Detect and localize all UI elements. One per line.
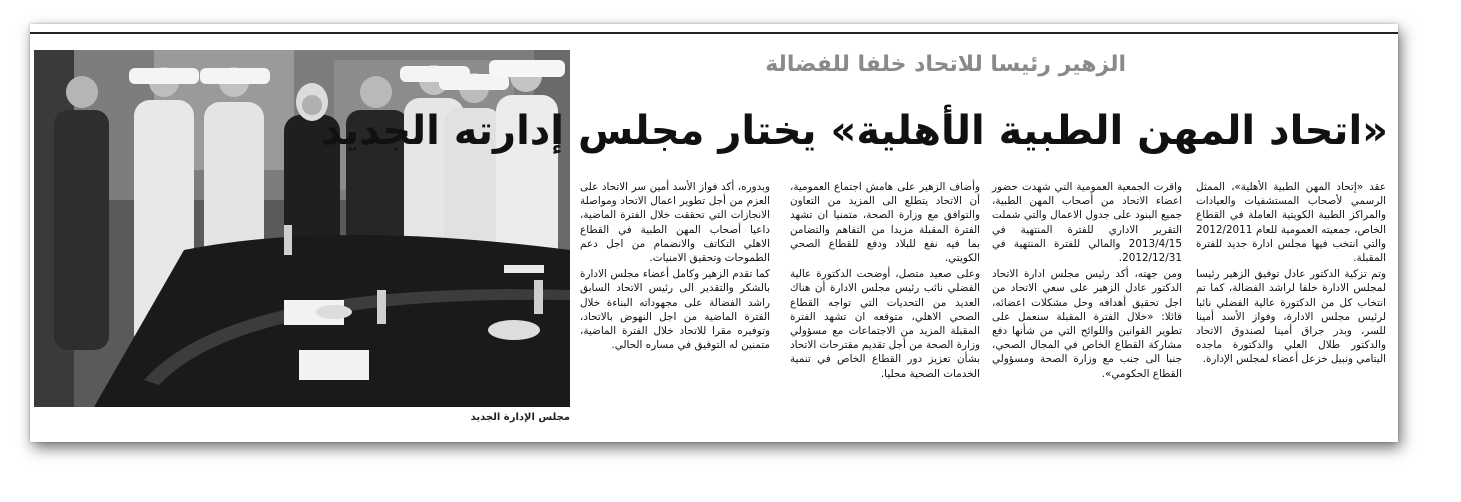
paragraph: وبدوره، أكد فواز الأسد أمين سر الاتحاد على العزم من أجل تطوير اعمال الاتحاد ومواصلة الانجازات التي تحققت خلال الفترة الماضية، داعيا أصحاب المهن الطبية في القطاع الاهلي التكاتف والانضمام من اجل دعم الطموحات وتحقيق الامنيات. [580,181,770,265]
article-column-1 [1196,180,1386,369]
paragraph: ومن جهته، أكد رئيس مجلس ادارة الاتحاد الدكتور عادل الزهير على سعي الاتحاد من اجل تحقيق أهدافه وحل مشكلات اعضائه، قائلا: «خلال الفترة المقبلة سنعمل على تطوير القوانين واللوائح التي من شأنها دفع مشاركة القطاع الخاص في المجال الصحي، جنبا الى جنب مع وزارة الصحة ومسؤولي القطاع الحكومي». [992,268,1182,380]
top-rule [30,32,1398,34]
photo-caption: مجلس الإدارة الجديد [470,412,570,423]
article-headline: «اتحاد المهن الطبية الأهلية» يختار مجلس إدارته الجديد [321,108,1388,154]
article-column-4 [580,180,770,354]
article-column-2 [992,180,1182,383]
board-members-photo [34,50,570,407]
paragraph: وتم تزكية الدكتور عادل توفيق الزهير رئيسا لمجلس الادارة خلفا لراشد الفضالة، كما تم انتخاب كل من الدكتورة عالية الفضلي نائبا لرئيس مجلس الادارة، وفواز الأسد أمينا للسر، وبدر جراق أمينا لصندوق الاتحاد والدكتور طلال العلي والدكتورة ماجده اليتامي ونبيل خزعل أعضاء لمجلس الإدارة. [1196,268,1386,366]
article-kicker: الزهير رئيسا للاتحاد خلفا للفضالة [765,52,1126,77]
newspaper-clipping [30,24,1398,442]
paragraph: وعلى صعيد متصل، أوضحت الدكتورة عالية الفضلي نائب رئيس مجلس الادارة أن هناك العديد من التحديات التي تواجه القطاع الصحي الاهلي، متوقعه ان تشهد الفترة المقبلة المزيد من الاجتماعات مع مسؤولي وزارة الصحة من أجل تقديم مقترحات الاتحاد بشأن تعزيز دور القطاع الخاص في تنمية الخدمات الصحية محليا. [790,268,980,380]
paragraph: وأضاف الزهير على هامش اجتماع العمومية، أن الاتحاد يتطلع الى المزيد من التعاون والتوافق مع وزارة الصحة، متمنيا ان تشهد الفترة المقبلة مزيدا من التفاهم والتضامن بما فيه نفع للبلاد ودفع للقطاع الصحي الكويتي. [790,181,980,265]
paragraph: واقرت الجمعية العمومية التي شهدت حضور اعضاء الاتحاد من أصحاب المهن الطبية، جميع البنود على جدول الاعمال والتي شملت التقرير الاداري للفترة المنتهية في 2013/4/15 والمالي للفترة المنتهية في 2012/12/31. [992,181,1182,265]
article-column-3 [790,180,980,383]
paragraph: كما تقدم الزهير وكامل أعضاء مجلس الادارة بالشكر والتقدير الى رئيس الاتحاد السابق راشد الفضالة على مجهوداته البناءة خلال الفترة الماضية من اجل النهوض بالاتحاد، وتوفيره مقرا للاتحاد خلال الفترة الماضية، متمنين له التوفيق في مساره الحالي. [580,268,770,352]
paragraph: عقد «إتحاد المهن الطبية الأهلية»، الممثل الرسمي لأصحاب المستشفيات والعيادات والمراكز الطبية الكويتية العاملة في القطاع الخاص، جمعيته العمومية للعام 2012/2011 والتي انتخب فيها مجلس ادارة جديد للفترة المقبلة. [1196,181,1386,265]
